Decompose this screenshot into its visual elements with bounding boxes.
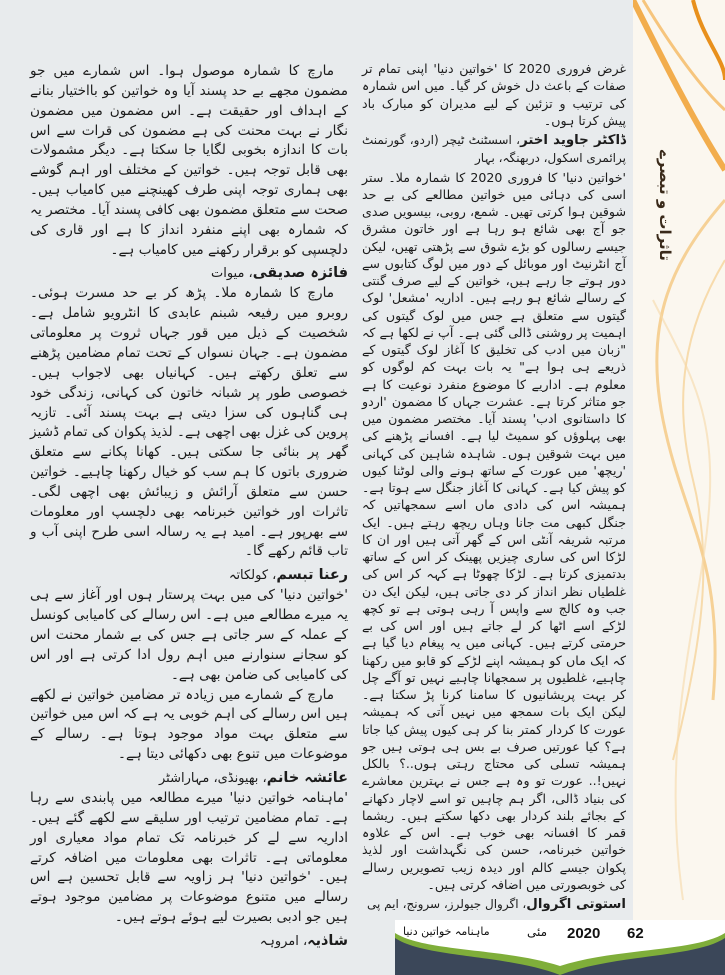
author-name: رعنا تبسم <box>276 567 348 584</box>
author-name: استوتی اگروال <box>526 897 626 913</box>
author-location: ، بھیونڈی، مہاراشٹر <box>159 770 267 786</box>
letter-text: 'خواتین دنیا' کی میں بہت پرستار ہوں اور آغاز سے ہی یہ میرے مطالعے میں ہے۔ اس رسالے کی کامیابی کونسل کے عملہ کے سر جاتی ہے جس کی بے شمار محنت اس کو سجانے سنوارنے میں اہم رول ادا کرتی ہے اور اس کی کامیابی کی ضامن بھی ہے۔ <box>30 587 348 683</box>
letter-text: مارچ کا شمارہ موصول ہوا۔ اس شمارے میں جو مضمون مجھے بے حد پسند آیا وہ خواتین کو بااختیار بنانے کے اہداف اور حقیقت ہے۔ اس مضمون میں مضمون نگار نے بہت محنت کی ہے مضمون کی قرات سے اس بات کا اندازہ بخوبی لگایا جا سکتا ہے۔ دیگر مشمولات بھی قابل توجہ ہیں۔ خواتین کے مختلف اور اہم گوشے بھی ہماری توجہ اپنی طرف کھینچنے میں کامیاب ہیں۔ صحت سے متعلق مضمون بھی کافی پسند آیا۔ مختصر یہ کہ شمارہ بھی اپنے منفرد انداز کا ہے اور قاری کی دلچسپی کو برقرار رکھنے میں کامیاب ہے۔ <box>30 63 348 258</box>
issue-year: 2020 <box>567 925 601 942</box>
author-name: ڈاکٹر جاوید اختر <box>520 133 626 148</box>
issue-month: مئی <box>527 925 548 939</box>
decorative-swirl-strip <box>633 0 725 975</box>
letter-author <box>30 263 348 284</box>
left-column <box>30 62 348 952</box>
letter-text: مارچ کے شمارے میں زیادہ تر مضامین خواتین نے لکھے ہیں اس رسالے کی اہم خوبی یہ ہے کہ اس میں خواتین سے متعلق بہت مواد موجود ہوتا ہے۔ رسالے کے موضوعات میں تنوع بھی دکھائی دیتا ہے۔ <box>30 686 348 763</box>
author-location: ، اگروال جیولرز، سرونج، ایم پی <box>366 897 527 912</box>
section-title: تاثرات و تبصرے <box>656 150 674 261</box>
orange-swirl-graphic <box>633 0 725 975</box>
letter-author <box>30 768 348 789</box>
letter-text: مارچ کا شمارہ ملا۔ پڑھ کر بے حد مسرت ہوئی۔ روبرو میں رفیعہ شبنم عابدی کا انٹرویو شامل ہے۔ شخصیت کے ذیل میں قور جہاں ثروت پر معلوماتی مضمون ہے۔ جہان نسواں کے تحت تمام مضامین پڑھنے سے تعلق رکھتے ہیں۔ کہانیاں بھی لاجواب ہیں۔ خصوصی طور پر شبانہ خاتون کی کہانی، زندگی خود ہی گناہوں کی سزا دیتی ہے بہت پسند آئی۔ تازیہ پروین کی غزل بھی اچھی ہے۔ لذیذ پکوان کی تمام ڈشیز گھر پر بنائی جا سکتی ہیں۔ کھانا پکانے سے متعلق ضروری باتوں کا ہم سب کو خیال رکھنا چاہیے۔ خواتین حسن سے متعلق آرائش و زیبائش بھی اچھی لگی۔ تاثرات اور خواتین خبرنامہ بھی دلچسپ اور معلومات سے بھرپور ہے۔ امید ہے یہ رسالہ اسی طرح اپنی آب و تاب قائم رکھے گا۔ <box>30 285 348 560</box>
letter-author <box>362 896 626 914</box>
letter-text: 'ماہنامہ خواتین دنیا' میرے مطالعہ میں پابندی سے رہا ہے۔ تمام مضامین ترتیب اور سلیقے سے لکھے گئے ہیں۔ اداریہ سے لے کر خبرنامہ تک تمام مواد معیاری اور معلوماتی ہے۔ تاثرات بھی معلومات میں اضافہ کرتے ہیں۔ 'خواتین دنیا' ہر زاویہ سے قابل تحسین ہے اس رسالے میں متنوع موضوعات پر مضامین موجود ہوتے ہیں جو ادبی بصیرت لیے ہوئے ہوتے ہیں۔ <box>30 789 348 926</box>
author-location: ، میوات <box>211 266 253 282</box>
author-location: ، کولکاتہ <box>228 568 277 584</box>
letter-author <box>362 132 626 169</box>
right-column <box>362 60 626 914</box>
author-name: شاذیہ <box>307 932 348 949</box>
letter-text: 'خواتین دنیا' کا فروری 2020 کا شمارہ ملا۔ ستر اسی کی دہائی میں خواتین مطالعے کی بے حد شوقین ہوا کرتی تھیں۔ شمع، روبی، بیسویں صدی جو آج بھی شائع ہو رہا ہے اور خاتون مشرق جیسے رسالوں کو بڑے شوق سے پڑھتی تھیں، لیکن آج انٹرنیٹ اور موبائل کے دور میں لوگ کتابوں سے دور ہوتے جا رہے ہیں، خواتین کے لیے صرف گنتی کے رسالے شائع ہو رہے ہیں۔ اداریہ 'مشعل' لوک گیتوں سے متعلق ہے جس میں لوک گیتوں کی اہمیت پر روشنی ڈالی گئی ہے۔ آپ نے لکھا ہے کہ "زبان میں ادب کی تخلیق کا آغاز لوک گیتوں کے ذریعے ہی ہوا ہے" یہ بات بہت کم لوگوں کو معلوم ہے۔ اداریے کا موضوع منفرد نوعیت کا ہے جو متاثر کرتا ہے۔ عشرت جہاں کا مضمون 'اردو کا داستانوی ادب' پسند آیا۔ مختصر مضمون میں بھی پہلوؤں کو سمیٹ لیا ہے۔ افسانے پڑھنے کی میں بہت شوقین ہوں۔ شاہدہ شاہین کی کہانی 'ریچھ' میں عورت کے ساتھ ہونے والی لوٹنا کیوں کو پیش کیا ہے۔ کہانی کا آغاز جنگل سے ہوتا ہے۔ ہمیشہ اس کی دادی ماں اسے سمجھاتیں کہ جنگل کبھی مت جانا وہاں ریچھ رہتے ہیں۔ ایک مرتبہ شریفہ آنٹی اس کے گھر آتی ہیں اور ان کا لڑکا اس کی ساری چیزیں پھینک کر اس کے ساتھ بدتمیزی کرتا ہے۔ لڑکا چھوٹا ہے کہہ کر اس کی غلطیاں نظر انداز کر دی جاتی ہیں، لیکن ایک دن جب وہ کالج سے واپس آ رہی ہوتی ہے تو کچھ لڑکے اسے اٹھا کر لے جاتے ہیں اور اس کی بے حرمتی کرتے ہیں۔ کہانی میں یہ پیغام دیا گیا ہے کہ ایک ماں کو ہمیشہ اپنے لڑکے کو قابو میں رکھنا چاہیے، غلطیوں پر سمجھانا چاہیے نہیں تو آگے چل کر بہت پریشانیوں کا سامنا کرنا پڑ سکتا ہے۔ لیکن ایک بات سمجھ میں نہیں آتی کہ ہمیشہ عورت کا کردار کمتر بنا کر ہی کیوں پیش کیا جاتا ہے؟ کیا عورتیں صرف بے بس ہی ہوتی ہیں جو ہمیشہ تسلی کی محتاج رہتی ہوں..؟ بالکل نہیں!.. عورت تو وہ ہے جس نے بہترین معاشرے کی بنیاد ڈالی، اگر ہم چاہیں تو اسے لاچار دکھانے کے بجائے بلند کردار بھی دکھا سکتے ہیں۔ ریشما قمر کا افسانہ بھی خوب ہے۔ اس کے علاوہ خواتین خبرنامہ، حسن کی نگہداشت اور لذیذ پکوان جیسے کالم اور دیدہ زیب تصویریں رسالے کی خوبصورتی میں اضافہ کرتی ہیں۔ <box>362 169 626 892</box>
author-location: ، اسسٹنٹ ٹیچر (اردو، گورنمنٹ پرائمری اسکول، دربھنگہ، بہار <box>362 133 626 166</box>
author-location: ، امروہہ <box>259 933 308 949</box>
letter-author <box>30 565 348 586</box>
page-number: 62 <box>627 925 644 942</box>
author-name: فائزہ صدیقی <box>252 265 348 282</box>
letter-closing-paragraph: غرض فروری 2020 کا 'خواتین دنیا' اپنی تمام تر صفات کے باعث دل خوش کر گیا۔ میں اس شمارہ کی ترتیب و تزئین کے لیے مدیران کو مبارک باد پیش کرتا ہوں۔ <box>362 61 626 128</box>
letter-author <box>30 931 348 952</box>
author-name: عائشہ خانم <box>266 769 348 786</box>
page-footer <box>395 920 725 975</box>
magazine-name: ماہنامہ خواتین دنیا <box>403 925 490 938</box>
